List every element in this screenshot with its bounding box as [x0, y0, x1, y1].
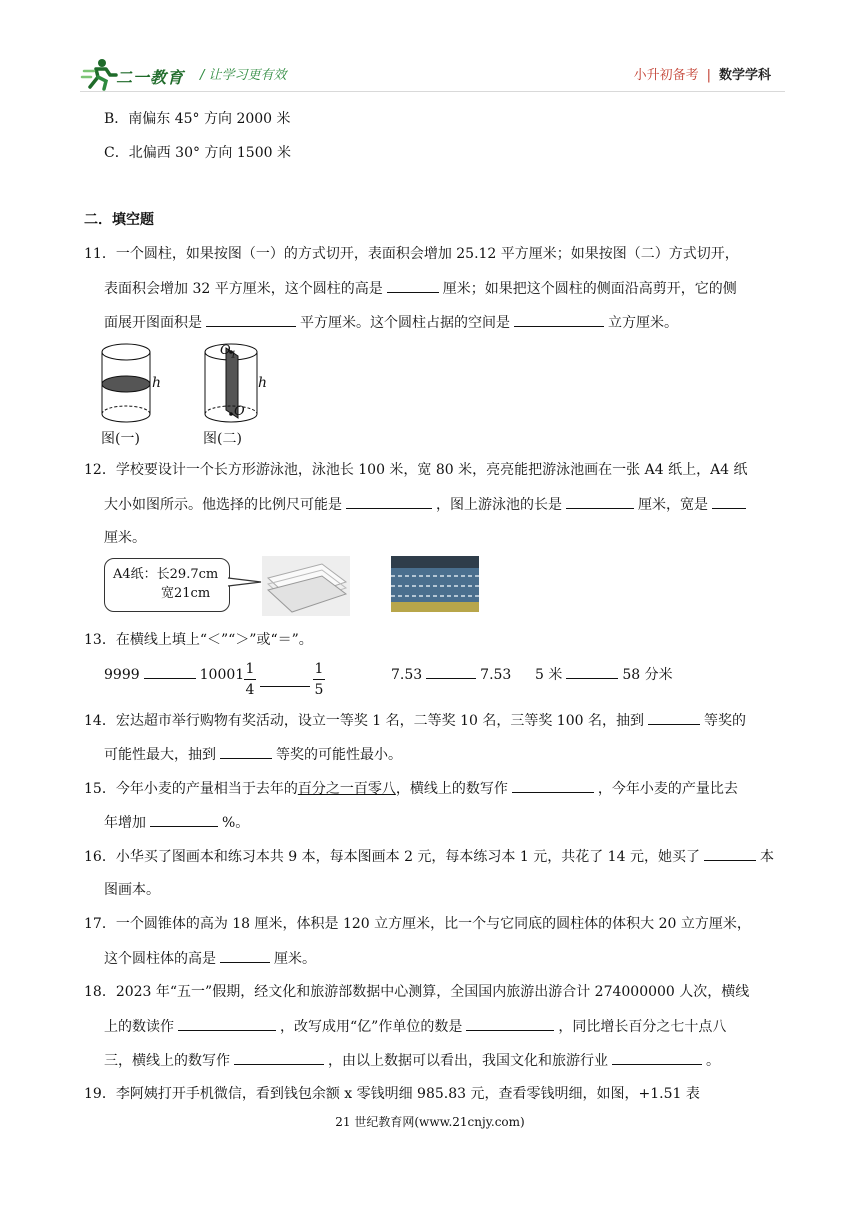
answer-blank[interactable] — [612, 1050, 702, 1065]
answer-blank[interactable] — [260, 686, 310, 687]
answer-blank[interactable] — [466, 1016, 554, 1031]
q18-line3: 三，横线上的数写作 ，由以上数据可以看出，我国文化和旅游行业 。 — [104, 1050, 720, 1071]
a4-size-bubble — [104, 558, 230, 612]
answer-blank[interactable] — [220, 948, 270, 963]
slogan: / 让学习更有效 — [200, 68, 287, 83]
answer-blank[interactable] — [150, 812, 218, 827]
swimming-pool-image — [391, 556, 479, 612]
q15-line2: 年增加 %。 — [104, 812, 249, 833]
cylinder-figure-1 — [102, 344, 150, 422]
fraction-one-fifth: 1 5 — [314, 661, 324, 698]
answer-blank[interactable] — [206, 312, 296, 327]
answer-blank[interactable] — [566, 494, 634, 509]
paper-stack-image — [262, 556, 350, 616]
figure-2-label: 图(二) — [203, 431, 242, 447]
q13-line1: 13．在横线上填上“＜”“＞”或“＝”。 — [84, 632, 313, 648]
option-c: C．北偏西 30° 方向 1500 米 — [104, 145, 291, 161]
q19-line1: 19．李阿姨打开手机微信，看到钱包余额 x 零钱明细 985.83 元，查看零钱明细，如图，+1.51 表 — [84, 1086, 700, 1102]
q12-line3: 厘米。 — [104, 530, 146, 546]
q17-line1: 17．一个圆锥体的高为 18 厘米，体积是 120 立方厘米，比一个与它同底的圆柱体的体积大 20 立方厘米， — [84, 916, 751, 932]
q12-line1: 12．学校要设计一个长方形游泳池，泳池长 100 米，宽 80 米，亮亮能把游泳池画在一张 A4 纸上，A4 纸 — [84, 462, 748, 478]
figure-1-label: 图(一) — [101, 431, 140, 447]
answer-blank[interactable] — [704, 846, 756, 861]
q16-line2: 图画本。 — [104, 882, 160, 898]
answer-blank[interactable] — [712, 494, 746, 509]
answer-blank[interactable] — [144, 664, 196, 679]
q18-line2: 上的数读作 ，改写成用“亿”作单位的数是 ，同比增长百分之七十点八 — [104, 1016, 726, 1037]
q17-line2: 这个圆柱体的高是 厘米。 — [104, 948, 316, 969]
height-label: h — [258, 375, 268, 391]
q11-line1: 11．一个圆柱，如果按图（一）的方式切开，表面积会增加 25.12 平方厘米；如果按图（二）方式切开， — [84, 246, 739, 262]
fraction-one-quarter: 1 4 — [245, 661, 255, 698]
q13-compare-c: 7.53 7.53 — [391, 664, 511, 685]
q15-line1: 15．今年小麦的产量相当于去年的百分之一百零八，横线上的数写作 ，今年小麦的产量比去 — [84, 778, 738, 799]
header-divider — [80, 91, 785, 92]
q12-line2: 大小如图所示。他选择的比例尺可能是 ，图上游泳池的长是 厘米，宽是 — [104, 494, 750, 515]
answer-blank[interactable] — [514, 312, 604, 327]
center-label-o1: $O_1$ — [220, 343, 237, 361]
answer-blank[interactable] — [512, 778, 594, 793]
logo — [80, 57, 190, 91]
q11-line2: 表面积会增加 32 平方厘米，这个圆柱的高是 厘米；如果把这个圆柱的侧面沿高剪开，它的侧 — [104, 278, 737, 299]
q14-line2: 可能性最大，抽到 等奖的可能性最小。 — [104, 744, 402, 765]
logo-text: 二一教育 — [116, 68, 185, 87]
answer-blank[interactable] — [178, 1016, 276, 1031]
page-footer: 21 世纪教育网(www.21cnjy.com) — [335, 1115, 525, 1129]
answer-blank[interactable] — [566, 664, 618, 679]
q13-compare-a: 9999 10001 — [104, 664, 244, 685]
q11-line3: 面展开图面积是 平方厘米。这个圆柱占据的空间是 立方厘米。 — [104, 312, 678, 333]
answer-blank[interactable] — [220, 744, 272, 759]
header-subject: 数学学科 — [718, 68, 771, 83]
option-b: B．南偏东 45° 方向 2000 米 — [104, 111, 291, 127]
height-label: h — [152, 375, 162, 391]
header-separator: | — [706, 68, 711, 83]
bubble-line2: 宽21cm — [161, 586, 211, 601]
q18-line1: 18．2023 年“五一”假期，经文化和旅游部数据中心测算，全国国内旅游出游合计 274000000 人次，横线 — [84, 984, 750, 1000]
answer-blank[interactable] — [387, 278, 439, 293]
q16-line1: 16．小华买了图画本和练习本共 9 本，每本图画本 2 元，每本练习本 1 元，共花了 14 元，她买了 本 — [84, 846, 774, 867]
bubble-line1: A4纸：长29.7cm — [113, 567, 219, 582]
center-label-o: O — [234, 404, 245, 419]
section-title: 二．填空题 — [84, 212, 154, 228]
page-header — [80, 55, 785, 95]
answer-blank[interactable] — [426, 664, 476, 679]
runner-logo-icon — [80, 57, 120, 91]
q14-line1: 14．宏达超市举行购物有奖活动，设立一等奖 1 名，二等奖 10 名，三等奖 100 名，抽到 等奖的 — [84, 710, 746, 731]
header-category: 小升初备考 — [633, 68, 699, 83]
answer-blank[interactable] — [648, 710, 700, 725]
answer-blank[interactable] — [234, 1050, 324, 1065]
q13-compare-d: 5 米 58 分米 — [535, 664, 673, 685]
bubble-pointer — [227, 572, 263, 592]
answer-blank[interactable] — [346, 494, 432, 509]
header-right — [634, 64, 771, 83]
